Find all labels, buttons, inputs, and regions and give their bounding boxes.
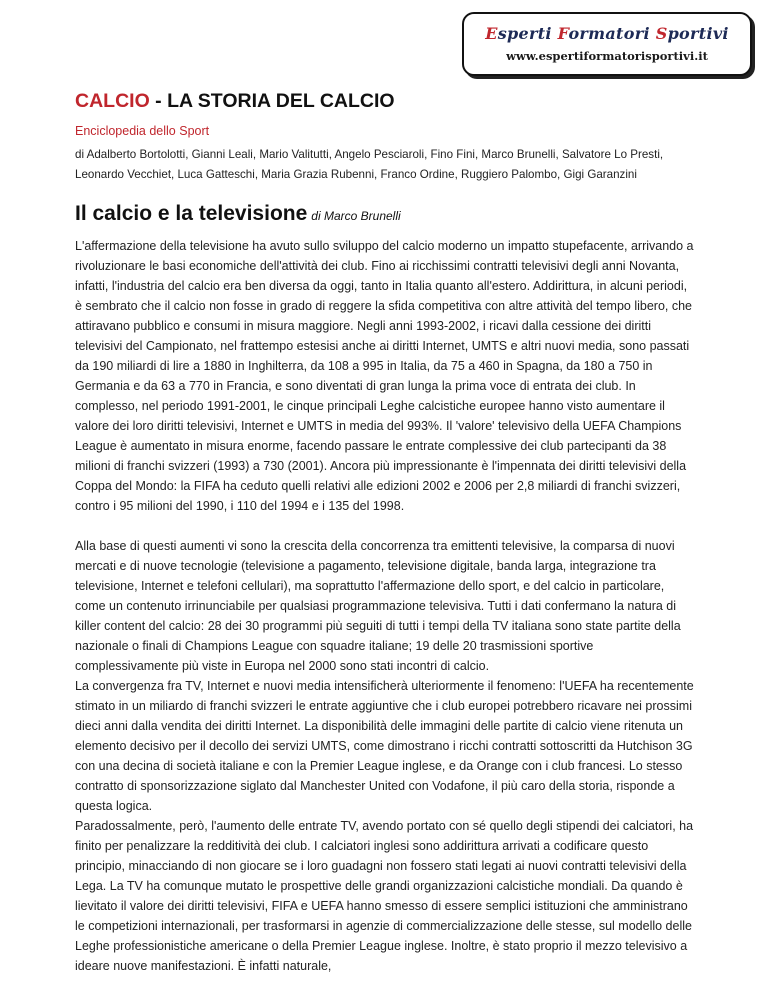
page-title-highlight: CALCIO	[75, 90, 150, 112]
section-byline: di Marco Brunelli	[311, 209, 401, 223]
logo-initial: E	[485, 24, 498, 43]
paragraph: L'affermazione della televisione ha avuto sullo sviluppo del calcio moderno un impatto stupefacente, arrivando a rivoluzionare le basi economiche dell'attività dei club. Fino ai ricchissimi contratti televisivi degli anni Novanta, infatti, l'industria del calcio era ben diversa da oggi, tanto in Italia quanto all'estero. Addirittura, in alcuni periodi, è sembrato che il calcio non fosse in grado di reggere la sfida competitiva con altre attività del tempo libero, che attiravano pubblico e consumi in misura maggiore. Negli anni 1993-2002, i ricavi dalla cessione dei diritti televisivi del Campionato, nel frattempo estesisi anche ai diritti Internet, UMTS e altri nuovi media, sono passati da 190 miliardi di lire a 1880 in Inghilterra, da 108 a 995 in Italia, da 75 a 460 in Spagna, da 180 a 750 in Germania e da 63 a 770 in Francia, e sono diventati di gran lunga la prima voce di entrata dei club. In complesso, nel periodo 1991-2001, le cinque principali Leghe calcistiche europee hanno visto aumentare il valore dei loro diritti televisivi, Internet e UMTS in media del 993%. Il 'valore' televisivo della UEFA Champions League è aumentato in misura enorme, facendo passare le entrate complessive dei club partecipanti da 38 milioni di franchi svizzeri (1993) a 730 (2001). Ancora più impressionante è l'impennata dei diritti televisivi della Coppa del Mondo: la FIFA ha ceduto quelli relativi alle edizioni 2002 e 2006 per 2,8 miliardi di franchi svizzeri, contro i 95 milioni del 1990, i 110 del 1994 e i 135 del 1998.	[75, 239, 694, 513]
encyclopedia-label: Enciclopedia dello Sport	[75, 124, 210, 138]
authors-list: di Adalberto Bortolotti, Gianni Leali, Mario Valitutti, Angelo Pesciaroli, Fino Fini, Marco Brunelli, Salvatore Lo Presti, Leonardo Vecchiet, Luca Gatteschi, Maria Grazia Rubenni, Franco Ordine, Ruggiero Palombo, Gigi Garanzini	[75, 148, 664, 181]
page-title	[75, 90, 395, 113]
logo-word: sperti	[497, 24, 558, 43]
logo-url: www.espertiformatorisportivi.it	[506, 49, 708, 63]
article-body	[75, 236, 697, 976]
logo-title	[464, 24, 750, 43]
logo-box	[462, 12, 752, 76]
page-title-rest: - LA STORIA DEL CALCIO	[149, 90, 395, 112]
logo-initial: S	[655, 24, 668, 43]
paragraph: Paradossalmente, però, l'aumento delle entrate TV, avendo portato con sé quello degli stipendi dei calciatori, ha finito per penalizzare la redditività dei club. I calciatori inglesi sono addirittura arrivati a codificare questo principio, minacciando di non giocare se i loro guadagni non fossero stati legati ai nuovi contratti televisivi della Lega. La TV ha comunque mutato le prospettive delle grandi organizzazioni calcistiche mondiali. Da quando è lievitato il valore dei diritti televisivi, FIFA e UEFA hanno smesso di essere semplici istituzioni che amministrano le competizioni internazionali, per trasformarsi in agenzie di commercializzazione delle stesse, sul modello delle Leghe professionistiche americane o della Premier League inglese. Inoltre, è stato proprio il mezzo televisivo a ideare nuove manifestazioni. È infatti naturale,	[75, 819, 694, 973]
section-heading	[75, 202, 401, 226]
section-title: Il calcio e la televisione	[75, 202, 308, 225]
logo-word: ormatori	[568, 24, 656, 43]
paragraph: La convergenza fra TV, Internet e nuovi media intensificherà ulteriormente il fenomeno: l'UEFA ha recentemente stimato in un miliardo di franchi svizzeri le entrate aggiuntive che i club europei potrebbero ricavare nei prossimi dieci anni dalla vendita dei diritti Internet. La disponibilità delle immagini delle partite di calcio viene ritenuta un elemento decisivo per il decollo dei servizi UMTS, come dimostrano i ricchi contratti sottoscritti da Hutchison 3G con una decina di società italiane e con la Premier League inglese, e da Orange con i club francesi. Lo stesso contratto di sponsorizzazione siglato dal Manchester United con Vodafone, il più caro della storia, risponde a questa logica.	[75, 679, 694, 813]
logo-initial: F	[557, 24, 569, 43]
logo-word: portivi	[667, 24, 729, 43]
paragraph: Alla base di questi aumenti vi sono la crescita della concorrenza tra emittenti televisive, la comparsa di nuovi mercati e di nuove tecnologie (televisione a pagamento, televisione digitale, banda larga, integrazione tra televisione, Internet e telefoni cellulari), ma soprattutto l'affermazione dello sport, e del calcio in particolare, come un contenuto irrinunciabile per qualsiasi programmazione televisiva. Tutti i dati confermano la natura di killer content del calcio: 28 dei 30 programmi più seguiti di tutti i tempi della TV italiana sono state partite della nazionale o finali di Champions League con squadre italiane; 19 delle 20 trasmissioni sportive complessivamente più viste in Europa nel 2000 sono stati incontri di calcio.	[75, 539, 681, 673]
